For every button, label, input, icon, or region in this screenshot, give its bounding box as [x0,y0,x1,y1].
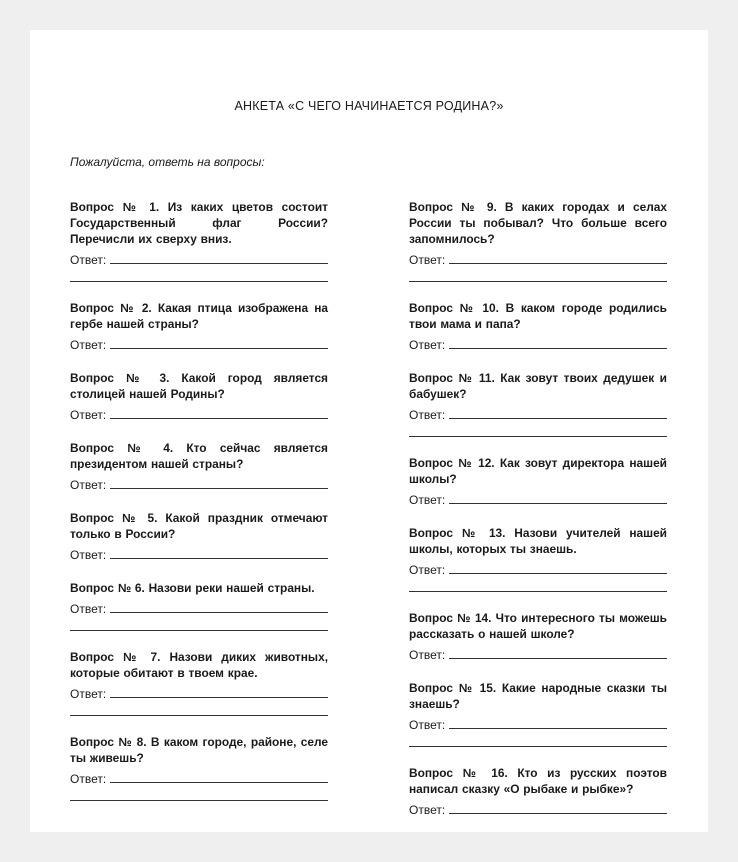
answer-line[interactable] [110,263,328,264]
answer-extra-line[interactable] [70,800,328,801]
answer-label: Ответ: [70,602,107,616]
answer-label: Ответ: [70,253,107,267]
question-block [70,734,328,801]
answer-row [409,645,667,662]
answer-line[interactable] [110,612,328,613]
answer-extra-line[interactable] [70,281,328,282]
question-text: Вопрос № 13. Назови учителей нашей школы, которых ты знаешь. [409,526,667,556]
question-text: Вопрос № 1. Из каких цветов состоит Государственный флаг России? Перечисли их сверху вниз. [70,200,328,246]
answer-line[interactable] [449,658,667,659]
question-block [409,199,667,282]
answer-row [409,405,667,422]
question-block [409,370,667,437]
answer-row [409,715,667,732]
question-block [409,765,667,817]
answer-line[interactable] [110,697,328,698]
answer-row [409,250,667,267]
answer-extra-line[interactable] [409,746,667,747]
answer-row [409,490,667,507]
question-text: Вопрос № 2. Какая птица изображена на гербе нашей страны? [70,301,328,331]
question-block [70,580,328,631]
answer-row [70,335,328,352]
intro-text: Пожалуйста, ответь на вопросы: [70,155,265,169]
answer-label: Ответ: [409,563,446,577]
question-text: Вопрос № 16. Кто из русских поэтов написал сказку «О рыбаке и рыбке»? [409,766,667,796]
question-text: Вопрос № 8. В каком городе, районе, селе ты живешь? [70,735,328,765]
answer-row [70,405,328,422]
answer-label: Ответ: [409,253,446,267]
answer-label: Ответ: [409,648,446,662]
answer-line[interactable] [110,418,328,419]
question-block [70,199,328,282]
answer-line[interactable] [110,558,328,559]
answer-line[interactable] [110,348,328,349]
answer-label: Ответ: [70,548,107,562]
answer-label: Ответ: [70,687,107,701]
question-block [409,680,667,747]
question-text: Вопрос № 15. Какие народные сказки ты знаешь? [409,681,667,711]
answer-extra-line[interactable] [70,715,328,716]
question-text: Вопрос № 5. Какой праздник отмечают только в России? [70,511,328,541]
answer-extra-line[interactable] [409,591,667,592]
question-block [409,455,667,507]
answer-label: Ответ: [70,408,107,422]
answer-line[interactable] [449,813,667,814]
page-title: АНКЕТА «С ЧЕГО НАЧИНАЕТСЯ РОДИНА?» [234,99,504,113]
question-block [70,510,328,562]
answer-label: Ответ: [409,338,446,352]
answer-row [70,599,328,616]
answer-line[interactable] [449,348,667,349]
answer-extra-line[interactable] [409,436,667,437]
answer-row [409,560,667,577]
question-text: Вопрос № 14. Что интересного ты можешь рассказать о нашей школе? [409,611,667,641]
answer-label: Ответ: [409,803,446,817]
question-text: Вопрос № 6. Назови реки нашей страны. [70,581,315,595]
answer-row [70,769,328,786]
answer-line[interactable] [110,488,328,489]
answer-row [70,545,328,562]
answer-extra-line[interactable] [409,281,667,282]
answer-row [70,684,328,701]
answer-line[interactable] [110,782,328,783]
question-block [70,370,328,422]
right-question-column [409,199,667,835]
question-text: Вопрос № 7. Назови диких животных, которые обитают в твоем крае. [70,650,328,680]
question-block [409,525,667,592]
question-text: Вопрос № 4. Кто сейчас является президентом нашей страны? [70,441,328,471]
questionnaire-page [30,30,708,832]
question-block [409,300,667,352]
question-text: Вопрос № 12. Как зовут директора нашей школы? [409,456,667,486]
answer-line[interactable] [449,418,667,419]
question-block [70,440,328,492]
answer-label: Ответ: [70,338,107,352]
answer-line[interactable] [449,503,667,504]
question-block [70,649,328,716]
left-question-column [70,199,328,819]
answer-label: Ответ: [70,478,107,492]
answer-line[interactable] [449,728,667,729]
answer-line[interactable] [449,573,667,574]
question-text: Вопрос № 10. В каком городе родились твои мама и папа? [409,301,667,331]
answer-row [409,335,667,352]
answer-label: Ответ: [409,408,446,422]
answer-label: Ответ: [409,718,446,732]
question-block [70,300,328,352]
question-block [409,610,667,662]
answer-label: Ответ: [409,493,446,507]
answer-row [409,800,667,817]
answer-line[interactable] [449,263,667,264]
question-text: Вопрос № 9. В каких городах и селах России ты побывал? Что больше всего запомнилось? [409,200,667,246]
question-text: Вопрос № 3. Какой город является столицей нашей Родины? [70,371,328,401]
question-text: Вопрос № 11. Как зовут твоих дедушек и бабушек? [409,371,667,401]
answer-extra-line[interactable] [70,630,328,631]
answer-row [70,250,328,267]
answer-label: Ответ: [70,772,107,786]
answer-row [70,475,328,492]
